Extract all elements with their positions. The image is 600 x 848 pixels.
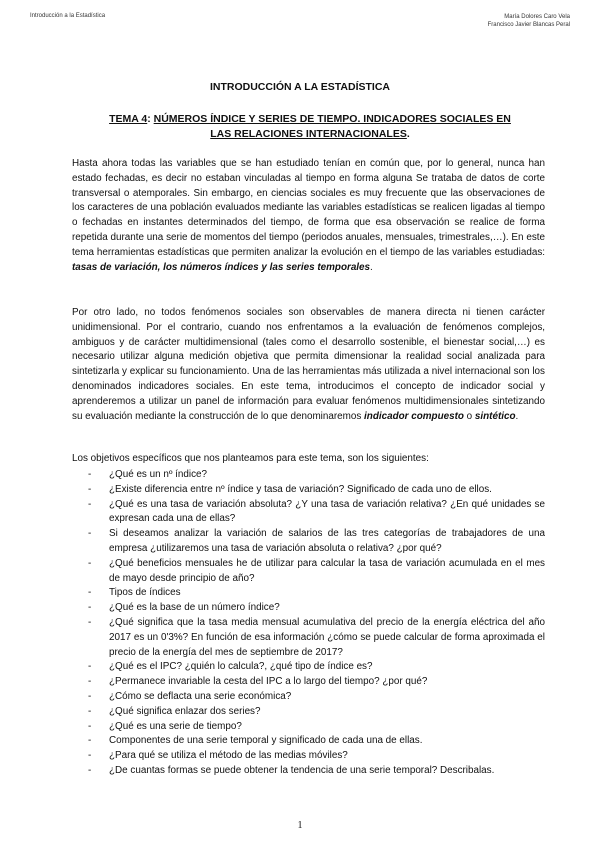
- paragraph-indicators: [72, 306, 545, 424]
- running-header-left: Introducción a la Estadística: [30, 13, 106, 19]
- list-item: [72, 660, 545, 675]
- list-item: [72, 557, 545, 587]
- bullet-dash: -: [88, 557, 92, 569]
- list-item-text: ¿Qué significa enlazar dos series?: [109, 705, 261, 717]
- author-2: Francisco Javier Blancas Peral: [487, 22, 570, 28]
- chapter-period: .: [406, 128, 410, 140]
- list-item-text: ¿Qué beneficios mensuales he de utilizar para calcular la tasa de variación acumulada en el mes de mayo desde principio de año?: [109, 557, 545, 584]
- list-item-text: Tipos de índices: [109, 587, 181, 599]
- bullet-dash: -: [88, 498, 92, 510]
- running-header-right: [488, 13, 570, 29]
- bullet-dash: -: [88, 602, 92, 614]
- list-item: [72, 705, 545, 720]
- list-item: [72, 764, 545, 779]
- list-item-text: ¿Qué es la base de un número índice?: [109, 602, 280, 614]
- bullet-dash: -: [88, 587, 92, 599]
- chapter-title: [100, 112, 520, 142]
- list-item-text: ¿Existe diferencia entre nº índice y tasa de variación? Significado de cada uno de ellos.: [109, 483, 492, 495]
- list-item: [72, 483, 545, 498]
- list-item: [72, 601, 545, 616]
- bullet-dash: -: [88, 676, 92, 688]
- objectives-list: [72, 468, 545, 779]
- paragraph-indicators-end: .: [515, 410, 519, 422]
- list-item-text: ¿De cuantas formas se puede obtener la tendencia de una serie temporal? Describalas.: [109, 764, 495, 776]
- list-item-text: Si deseamos analizar la variación de salarios de las tres categorías de trabajadores de una empresa ¿utilizaremos una tasa de variación absoluta o relativa? ¿por qué?: [109, 528, 545, 554]
- list-item: [72, 734, 545, 749]
- list-item: [72, 720, 545, 735]
- list-item-text: ¿Permanece invariable la cesta del IPC a lo largo del tiempo? ¿por qué?: [109, 676, 428, 688]
- list-item: [72, 586, 545, 601]
- list-item: [72, 468, 545, 483]
- bullet-dash: -: [88, 705, 92, 717]
- bullet-dash: -: [88, 690, 92, 702]
- paragraph-intro-text: Hasta ahora todas las variables que se han estudiado tenían en común que, por lo general, nunca han estado fechadas, es decir no estaban vinculadas al tiempo en forma alguna Se trataba de datos de corte transversal o atemporales. Sin embargo, en ciencias sociales es muy frecuente que las observaciones de los caracteres de una población evaluados mediante las variables estadísticas se realicen ligadas al tiempo o fechadas en instantes determinados del tiempo, de forma que esa observación se realice de forma repetida durante una serie de momentos del tiempo (periodos anuales, mensuales, trimestrales,…). En este tema herramientas estadísticas que permiten analizar la evolución en el tiempo de las variables estudiadas:: [72, 158, 545, 258]
- paragraph-intro: [72, 157, 545, 275]
- bullet-dash: -: [88, 528, 92, 540]
- document-title: INTRODUCCIÓN A LA ESTADÍSTICA: [209, 81, 391, 93]
- list-item: [72, 527, 545, 557]
- list-item-text: ¿Qué es una serie de tiempo?: [109, 720, 242, 732]
- list-item-text: ¿Qué es el IPC? ¿quién lo calcula?, ¿qué tipo de índice es?: [109, 661, 373, 673]
- bullet-dash: -: [88, 483, 92, 495]
- list-item-text: ¿Para qué se utiliza el método de las medias móviles?: [109, 750, 348, 762]
- bullet-dash: -: [88, 720, 92, 732]
- list-item: [72, 690, 545, 705]
- list-item-text: ¿Qué significa que la tasa media mensual acumulativa del precio de la energía eléctrica del año 2017 es un 0'3%? En función de esa información ¿cómo se puede calcular de forma aproximada el precio de la energía del mes de septiembre de 2017?: [109, 616, 545, 658]
- paragraph-indicators-text: Por otro lado, no todos fenómenos sociales son observables de manera directa ni tienen carácter unidimensional. Por el contrario, cuando nos enfrentamos a la evaluación de fenómenos complejos, ambiguos y de carácter multidimensional (tales como el desarrollo sostenible, el bienestar social,…) es necesario utilizar alguna medición objetiva que permita dimensionar la realidad social analizada para sintetizarla y explicar su funcionamiento. Una de las herramientas más utilizada a nivel internacional son los denominados indicadores sociales. En este tema, introducimos el concepto de indicador social y aprenderemos a utilizar un panel de información para evaluar fenómenos multidimensionales sintetizando su evaluación mediante la construcción de lo que denominaremos: [72, 307, 545, 422]
- chapter-colon: :: [147, 113, 154, 125]
- emphasis-compuesto: indicador compuesto: [364, 410, 464, 422]
- chapter-label: TEMA 4: [109, 113, 148, 125]
- bullet-dash: -: [88, 661, 92, 673]
- list-item: [72, 675, 545, 690]
- paragraph-intro-end: .: [370, 261, 373, 273]
- bullet-dash: -: [88, 616, 92, 628]
- list-item: [72, 616, 545, 660]
- chapter-name: NÚMEROS ÍNDICE Y SERIES DE TIEMPO. INDICADORES SOCIALES EN LAS RELACIONES INTERNACIONALES: [153, 113, 511, 140]
- objectives-intro: Los objetivos específicos que nos planteamos para este tema, son los siguientes:: [72, 453, 429, 464]
- emphasis-sintetico: sintético: [474, 410, 516, 422]
- list-item-text: Componentes de una serie temporal y significado de cada una de ellas.: [109, 735, 423, 747]
- list-item: [72, 749, 545, 764]
- author-1: María Dolores Caro Vela: [504, 14, 570, 20]
- bullet-dash: -: [88, 750, 92, 762]
- paragraph-indicators-connector: o: [463, 410, 475, 422]
- paragraph-intro-emphasis: tasas de variación, los números índices y las series temporales: [72, 261, 371, 273]
- bullet-dash: -: [88, 764, 92, 776]
- page-number: 1: [297, 820, 303, 831]
- bullet-dash: -: [88, 735, 92, 747]
- list-item-text: ¿Qué es un nº índice?: [109, 469, 208, 480]
- list-item-text: ¿Cómo se deflacta una serie económica?: [109, 690, 292, 702]
- list-item: [72, 498, 545, 528]
- bullet-dash: -: [88, 469, 92, 480]
- list-item-text: ¿Qué es una tasa de variación absoluta? ¿Y una tasa de variación relativa? ¿En qué unidades se expresan cada una de ellas?: [109, 498, 545, 525]
